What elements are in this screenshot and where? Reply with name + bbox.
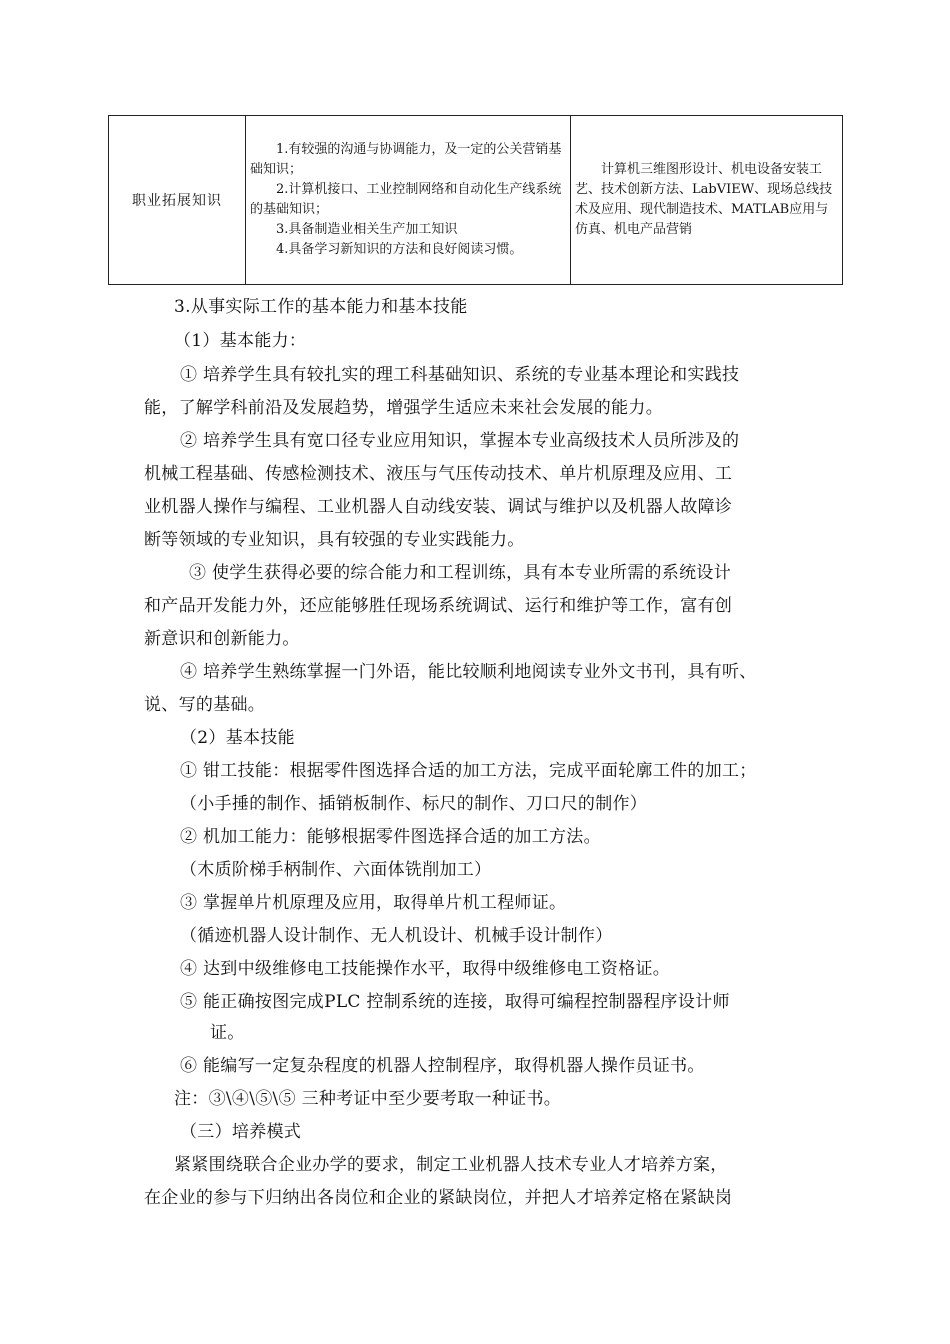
paragraph-line: ⑤ 能正确按图完成PLC 控制系统的连接，取得可编程控制器程序设计师	[180, 992, 730, 1012]
knowledge-table	[108, 115, 843, 285]
section-heading: （三）培养模式	[180, 1122, 302, 1142]
paragraph-line: ⑥ 能编写一定复杂程度的机器人控制程序，取得机器人操作员证书。	[180, 1056, 705, 1076]
paragraph-line: ① 钳工技能：根据零件图选择合适的加工方法，完成平面轮廓工件的加工；	[180, 761, 757, 781]
paragraph-line: 和产品开发能力外，还应能够胜任现场系统调试、运行和维护等工作，富有创	[144, 596, 733, 616]
subsection-heading: （1）基本能力：	[174, 331, 307, 351]
section-heading: 3.从事实际工作的基本能力和基本技能	[174, 297, 468, 317]
paragraph-line: （小手捶的制作、插销板制作、标尺的制作、刀口尺的制作）	[180, 794, 648, 814]
subsection-heading: （2）基本技能	[180, 728, 295, 748]
paragraph-line: 证。	[210, 1023, 245, 1043]
paragraph-line: 说、写的基础。	[144, 695, 266, 715]
paragraph-line: 新意识和创新能力。	[144, 629, 300, 649]
paragraph-line: ③ 掌握单片机原理及应用，取得单片机工程师证。	[180, 893, 567, 913]
paragraph-line: ③ 使学生获得必要的综合能力和工程训练，具有本专业所需的系统设计	[189, 563, 732, 583]
paragraph-line: ② 培养学生具有宽口径专业应用知识，掌握本专业高级技术人员所涉及的	[180, 431, 740, 451]
note-line: 注：③\④\⑤\⑤ 三种考证中至少要考取一种证书。	[174, 1089, 562, 1109]
requirements-cell	[246, 116, 571, 285]
list-item: 3.具备制造业相关生产加工知识	[276, 222, 458, 237]
paragraph-line: ② 机加工能力：能够根据零件图选择合适的加工方法。	[180, 827, 601, 847]
courses-cell	[571, 116, 843, 285]
paragraph-line: 业机器人操作与编程、工业机器人自动线安装、调试与维护以及机器人故障诊	[144, 497, 733, 517]
paragraph-line: 在企业的参与下归纳出各岗位和企业的紧缺岗位，并把人才培养定格在紧缺岗	[144, 1188, 733, 1208]
table-row	[109, 116, 843, 285]
paragraph-line: 断等领域的专业知识，具有较强的专业实践能力。	[144, 530, 525, 550]
list-item: 4.具备学习新知识的方法和良好阅读习惯。	[276, 242, 523, 257]
paragraph-line: （木质阶梯手柄制作、六面体铣削加工）	[180, 860, 492, 880]
paragraph-line: ④ 达到中级维修电工技能操作水平，取得中级维修电工资格证。	[180, 959, 671, 979]
paragraph-line: 能，了解学科前沿及发展趋势，增强学生适应未来社会发展的能力。	[144, 398, 663, 418]
category-cell: 职业拓展知识	[109, 116, 246, 285]
paragraph-line: （循迹机器人设计制作、无人机设计、机械手设计制作）	[180, 926, 613, 946]
paragraph-line: ① 培养学生具有较扎实的理工科基础知识、系统的专业基本理论和实践技	[180, 365, 740, 385]
paragraph-line: 机械工程基础、传感检测技术、液压与气压传动技术、单片机原理及应用、工	[144, 464, 733, 484]
list-item: 1.有较强的沟通与协调能力，及一定的公关营销基础知识；	[250, 142, 562, 177]
paragraph-line: ④ 培养学生熟练掌握一门外语，能比较顺利地阅读专业外文书刊，具有听、	[180, 662, 757, 682]
paragraph-line: 紧紧围绕联合企业办学的要求，制定工业机器人技术专业人才培养方案，	[174, 1155, 728, 1175]
list-item: 2.计算机接口、工业控制网络和自动化生产线系统的基础知识；	[250, 182, 562, 217]
courses-text: 计算机三维图形设计、机电设备安装工艺、技术创新方法、LabVIEW、现场总线技术及应用、现代制造技术、MATLAB应用与仿真、机电产品营销	[575, 162, 833, 237]
